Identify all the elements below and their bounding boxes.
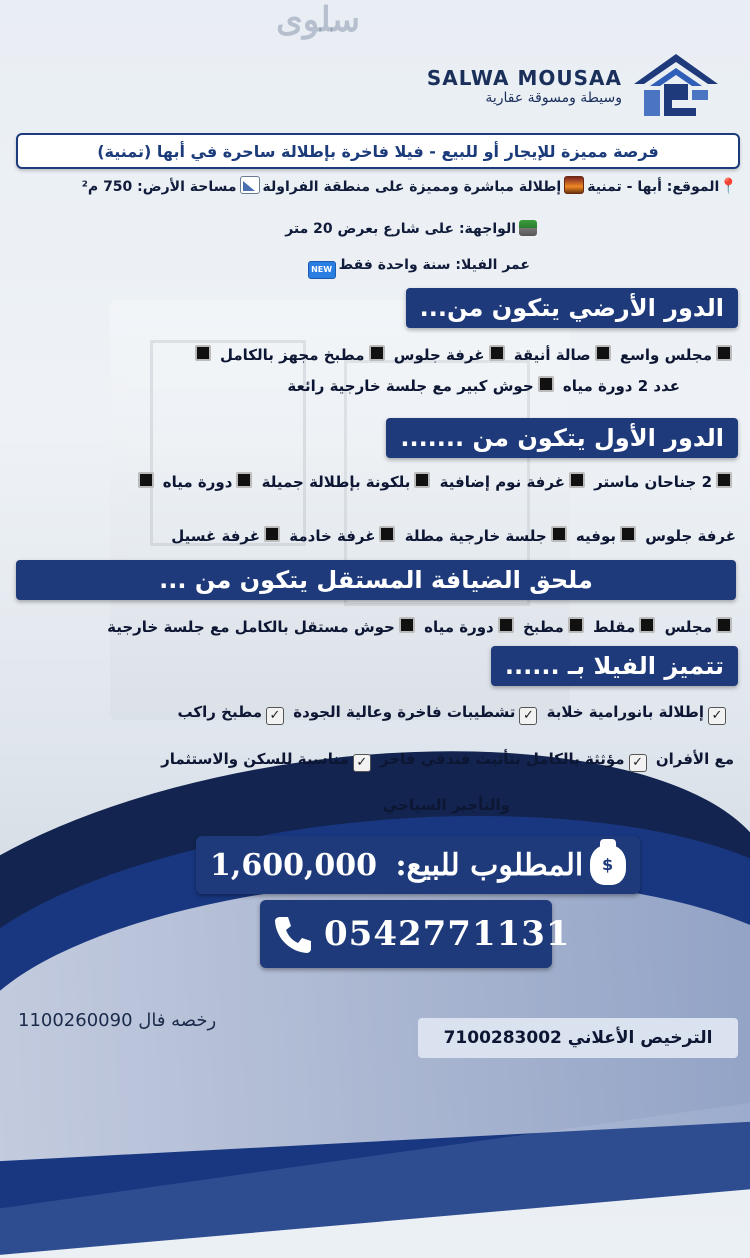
list-item: دورة مياه [162,473,233,491]
list-item: غرفة جلوس [645,527,736,545]
age-line [305,257,530,279]
list-item: مجلس [664,618,712,636]
annex-title: ملحق الضيافة المستقل يتكون من ... [16,560,736,600]
price-label-text: المطلوب للبيع: [395,847,584,883]
list-item: غرفة نوم إضافية [439,473,565,491]
check-icon: ✓ [519,707,537,725]
list-item: جلسة خارجية مطلة [404,527,547,545]
bullet-square-icon [538,376,554,392]
bullet-square-icon [569,472,585,488]
features-title: تتميز الفيلا بـ ...... [491,646,738,686]
bullet-square-icon [264,526,280,542]
list-item: مناسبة للسكن والاستثمار [161,750,349,768]
location-pin-icon: 📍 [719,177,738,195]
ruler-icon [240,176,260,194]
first-floor-line-2 [171,526,736,545]
bullet-square-icon [716,617,732,633]
bullet-square-icon [568,617,584,633]
bullet-square-icon [489,345,505,361]
logo-mark-icon [630,50,722,120]
facade-line [285,220,540,237]
features-line-2 [161,750,734,772]
bullet-square-icon [138,472,154,488]
list-item: مؤثثة بالكامل بتأثيث فندقي فاخر [380,750,625,768]
list-item: مطبخ راكب [177,703,262,721]
bullet-square-icon [498,617,514,633]
phone-number[interactable]: 0542771131 [324,914,571,954]
features-line-1 [178,703,730,725]
price-label [210,848,583,883]
list-item: مع الأفران [655,750,734,768]
first-floor-line-1 [134,472,736,491]
bullet-square-icon [716,472,732,488]
location-line [82,176,738,195]
ground-floor-line-1 [191,345,736,364]
list-item: غرفة غسيل [171,527,260,545]
price-banner [196,836,640,894]
bullet-square-icon [369,345,385,361]
bullet-square-icon [716,345,732,361]
list-item: عدد 2 دورة مياه [562,377,680,395]
age-text: عمر الفيلا: سنة واحدة فقط [338,257,530,273]
list-item: مطبخ [522,618,564,636]
list-item: مجلس واسع [619,346,712,364]
list-item: غرفة خادمة [289,527,376,545]
new-badge-icon: NEW [308,261,336,279]
facade-text: الواجهة: على شارع بعرض 20 متر [285,221,516,237]
list-item: بلكونة بإطلالة جميلة [261,473,411,491]
road-icon [519,220,537,236]
bullet-square-icon [620,526,636,542]
bullet-square-icon [379,526,395,542]
list-item: إطلالة بانورامية خلابة [546,703,704,721]
top-watermark: سلوى [276,0,360,40]
bullet-square-icon [551,526,567,542]
ground-floor-title: الدور الأرضي يتكون من... [406,288,738,328]
check-icon: ✓ [708,707,726,725]
bullet-square-icon [195,345,211,361]
ad-license: الترخيص الأعلاني 7100283002 [418,1018,738,1058]
bullet-square-icon [639,617,655,633]
headline-banner: فرصة مميزة للإيجار أو للبيع - فيلا فاخرة بإطلالة ساحرة في أبها (تمنية) [16,133,740,169]
area-text: مساحة الأرض: 750 م² [81,179,237,195]
ground-floor-line-2 [287,376,680,395]
list-item: حوش مستقل بالكامل مع جلسة خارجية [107,618,395,636]
price-value: 1,600,000 [210,847,378,883]
check-icon: ✓ [353,754,371,772]
list-item: صالة أنيقة [513,346,591,364]
brand-logo [422,50,722,120]
bullet-square-icon [399,617,415,633]
phone-icon [270,908,316,960]
bullet-square-icon [595,345,611,361]
list-item: 2 جناحان ماستر [594,473,712,491]
check-icon: ✓ [266,707,284,725]
bullet-square-icon [236,472,252,488]
logo-tagline: وسيطة ومسوقة عقارية [485,90,622,106]
list-item: غرفة جلوس [393,346,485,364]
view-text: إطلالة مباشرة ومميزة على منطقة الفراولة [262,179,562,195]
fal-license: رخصه فال 1100260090 [18,1010,217,1031]
list-item: حوش كبير مع جلسة خارجية رائعة [287,377,534,395]
list-item: تشطيبات فاخرة وعالية الجودة [293,703,516,721]
bullet-square-icon [414,472,430,488]
list-item: دورة مياه [424,618,494,636]
list-item: مطبخ مجهز بالكامل [220,346,365,364]
first-floor-title: الدور الأول يتكون من ....... [386,418,738,458]
list-item: بوفيه [575,527,616,545]
logo-brand-name: SALWA MOUSAA [426,66,622,90]
list-item: مقلط [593,618,636,636]
check-icon: ✓ [629,754,647,772]
phone-banner[interactable] [260,900,571,968]
location-text: الموقع: أبها - تمنية [587,179,720,195]
features-line-3: والتأجير السياحي [382,796,510,814]
annex-line-1 [107,617,736,636]
money-bag-icon [590,845,626,885]
sunset-icon [564,176,584,194]
